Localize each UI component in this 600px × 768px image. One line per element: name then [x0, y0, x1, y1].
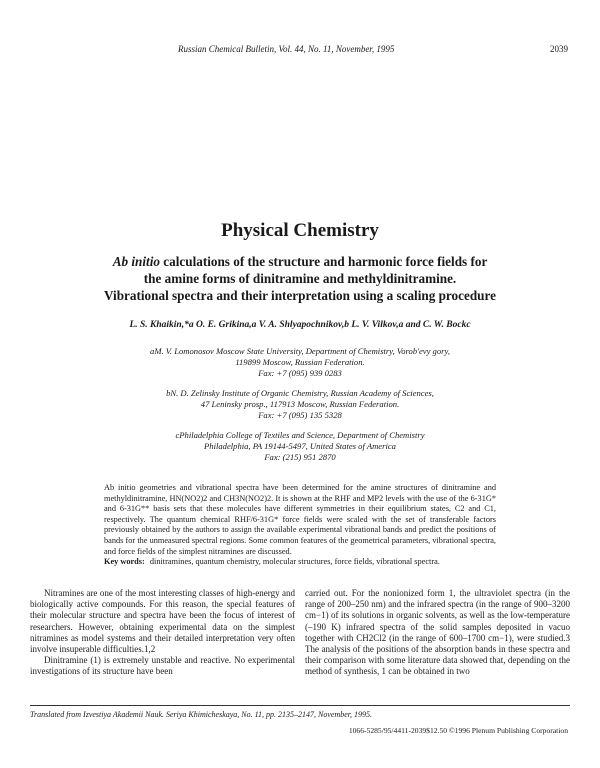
- affiliation-line: bN. D. Zelinsky Institute of Organic Chemistry, Russian Academy of Sciences,: [166, 388, 434, 398]
- affiliation-line: cPhiladelphia College of Textiles and Science, Department of Chemistry: [175, 430, 425, 440]
- title-line-3: Vibrational spectra and their interpretation using a scaling procedure: [104, 288, 496, 303]
- section-title: Physical Chemistry: [221, 220, 379, 241]
- body-paragraph: Nitramines are one of the most interesting classes of high-energy and biologically active compounds. For this reason, the special features of their molecular structure and spectra have been the focus of interest of researchers. However, obtaining experimental data on the simplest nitramines as model systems and their detailed interpretation very often involve insuperable difficulties.1,2: [30, 588, 295, 655]
- body-paragraph: carried out. For the nonionized form 1, the ultraviolet spectra (in the range of 200–250 nm) and the infrared spectra (in the range of 900–3200 cm−1) of its solutions in organic solvents, as well as the low-temperature (–190 K) infrared spectra of the solid samples deposited in vacuo together with CH2Cl2 (in the range of 600–1700 cm−1), were studied.3 The analysis of the positions of the absorption bands in these spectra and their comparison with some literature data showed that, depending on the method of synthesis, 1 can be obtained in two: [305, 588, 570, 677]
- abstract: Ab initio geometries and vibrational spectra have been determined for the amine structures of dinitramine and methyldinitramine, HN(NO2)2 and CH3N(NO2)2. It is shown at the RHF and MP2 levels with the use of the 6-31G* and 6-31G** basis sets that these molecules have different symmetries in their equilibrium states, C2 and C1, respectively. The quantum chemical RHF/6-31G* force fields were scaled with the set of transferable factors previously obtained by the authors to assign the available experimental vibrational bands and predict the positions of bands for the unmeasured spectral regions. Some common features of the geometrical parameters, vibrational spectra, and force fields of the simplest nitramines are discussed.: [104, 483, 496, 556]
- title-italic-phrase: Ab initio: [112, 254, 160, 269]
- affiliation-line: aM. V. Lomonosov Moscow State University, Department of Chemistry, Vorob'evy gory,: [150, 346, 450, 356]
- affiliation-line: Fax: +7 (095) 135 5328: [258, 410, 342, 420]
- running-header: [0, 44, 600, 58]
- affiliation-line: 47 Leninsky prosp., 117913 Moscow, Russian Federation.: [200, 399, 400, 409]
- body-paragraph: Dinitramine (1) is extremely unstable and reactive. No experimental investigations of its structure have been: [30, 655, 295, 677]
- affiliation-line: Fax: (215) 951 2870: [264, 452, 336, 462]
- keywords: [104, 557, 496, 568]
- affiliation-line: Philadelphia, PA 19144-5497, United States of America: [204, 441, 396, 451]
- keywords-text: dinitramines, quantum chemistry, molecular structures, force fields, vibrational spectra.: [149, 557, 440, 566]
- article-title: [40, 253, 560, 304]
- affiliation-b: [40, 388, 560, 421]
- copyright-line: 1066-5285/95/4411-2039$12.50 ©1996 Plenum Publishing Corporation: [348, 726, 568, 735]
- author-list: L. S. Khaikin,*a O. E. Grikina,a V. A. Shlyapochnikov,b L. V. Vilkov,a and C. W. Bockc: [129, 320, 471, 330]
- affiliation-c: [40, 430, 560, 463]
- body-column-left: [30, 588, 295, 678]
- title-line-1-rest: calculations of the structure and harmonic force fields for: [163, 254, 488, 269]
- body-column-right: [305, 588, 570, 678]
- journal-citation: Russian Chemical Bulletin, Vol. 44, No. 11, November, 1995: [178, 44, 395, 54]
- affiliation-a: [40, 346, 560, 379]
- title-line-2: the amine forms of dinitramine and methyldinitramine.: [143, 271, 457, 286]
- translation-note: Translated from Izvestiya Akademii Nauk. Seriya Khimicheskaya, No. 11, pp. 2135–2147, November, 1995.: [30, 710, 373, 719]
- affiliation-line: Fax: +7 (095) 939 0283: [258, 368, 342, 378]
- keywords-label: Key words:: [104, 557, 145, 566]
- footnote-divider: [30, 705, 570, 706]
- affiliation-line: 119899 Moscow, Russian Federation.: [235, 357, 365, 367]
- title-line-1: [40, 253, 560, 270]
- page-number: 2039: [550, 44, 568, 54]
